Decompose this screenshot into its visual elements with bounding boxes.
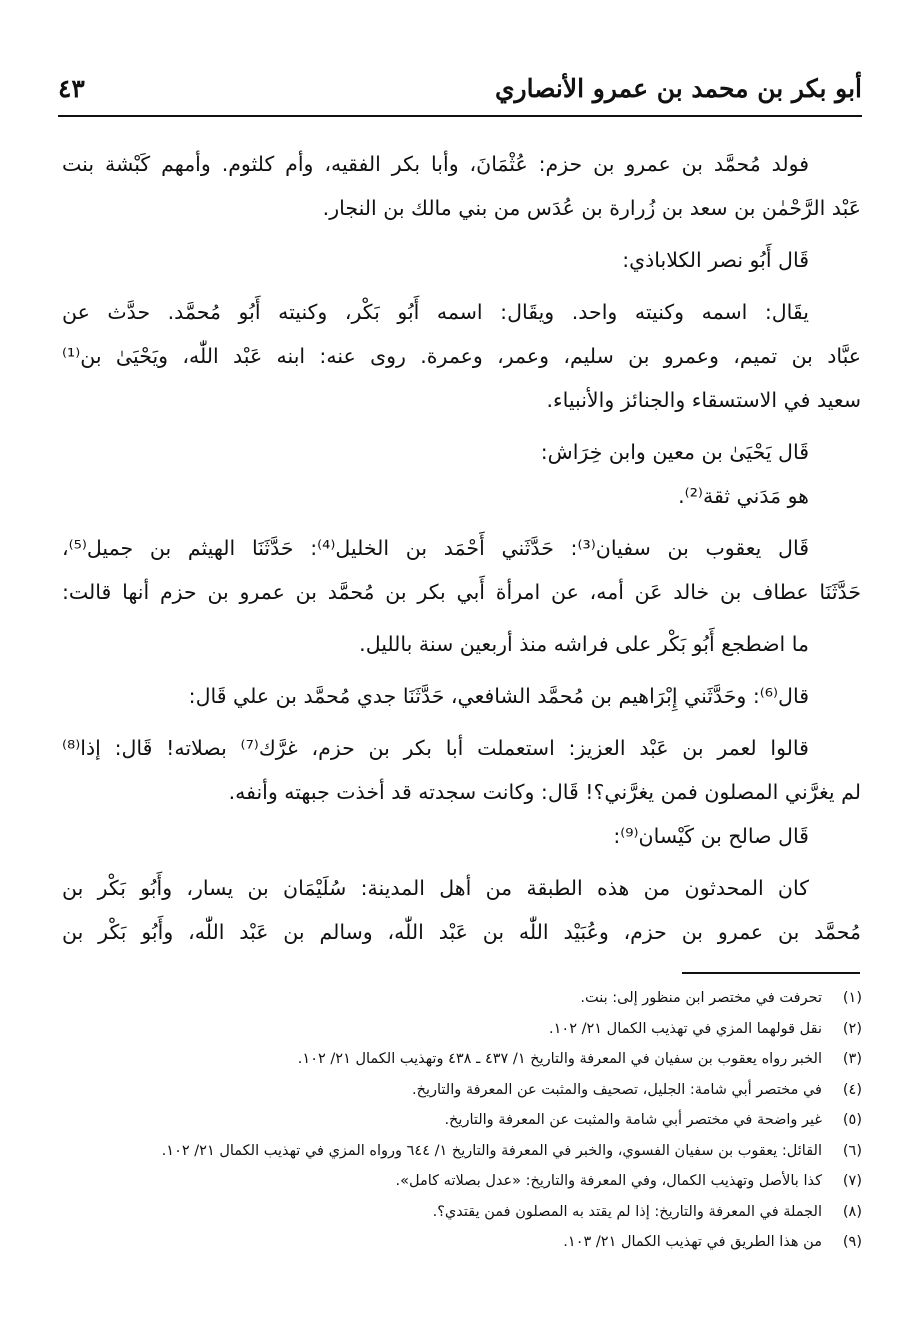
footnote-number: (٤) xyxy=(842,1081,862,1098)
text-line: سعيد في الاستسقاء والجنائز والأنبياء. xyxy=(546,388,861,412)
footnote-number: (٦) xyxy=(842,1142,862,1159)
footnote xyxy=(62,1105,862,1136)
footnote-number: (٩) xyxy=(842,1234,862,1250)
footnote xyxy=(62,983,862,1014)
footnote-number: (٨) xyxy=(842,1203,862,1220)
page-header xyxy=(58,70,862,108)
text-line: قَال أَبُو نصر الكلاباذي: xyxy=(622,248,809,272)
body-text xyxy=(62,142,861,954)
footnote-number: (١) xyxy=(842,990,862,1006)
footnote xyxy=(62,1075,862,1106)
text-line: حَدَّثَنَا عطاف بن خالد عَن أمه، عن امرأة أَبي بكر بن مُحمَّد بن عمرو بن حزم أنها قالت: xyxy=(62,580,861,604)
footnote-number: (٧) xyxy=(842,1173,862,1189)
page-number: ٤٣ xyxy=(58,74,85,103)
text-line: قال⁽⁶⁾: وحَدَّثَني إِبْرَاهيم بن مُحمَّد الشافعي، حَدَّثَنَا جدي مُحمَّد بن علي قَال: xyxy=(188,684,809,708)
footnote xyxy=(62,1014,862,1045)
text-line: قَال صالح بن كَيْسان⁽⁹⁾: xyxy=(613,824,809,848)
text-line: يقَال: اسمه وكنيته واحد. ويقَال: اسمه أَبُو بَكْر، وكنيته أَبُو مُحمَّد. حدَّث عن xyxy=(62,300,809,324)
footnote xyxy=(62,1197,862,1228)
footnote-text: نقل قولهما المزي في تهذيب الكمال ٢١/ ١٠٢. xyxy=(549,1020,822,1037)
footnote-number: (٥) xyxy=(842,1112,862,1128)
text-line: هو مَدَني ثقة⁽²⁾. xyxy=(678,484,809,508)
text-line: عبَّاد بن تميم، وعمرو بن سليم، وعمر، وعمرة. روى عنه: ابنه عَبْد اللّٰه، ويَحْيَىٰ بن⁽¹⁾ xyxy=(62,344,861,368)
text-line: فولد مُحمَّد بن عمرو بن حزم: عُثْمَانَ، وأبا بكر الفقيه، وأم كلثوم. وأمهم كَبْشة بنت xyxy=(62,152,809,176)
text-line: مُحمَّد بن عمرو بن حزم، وعُبَيْد اللّٰه بن عَبْد اللّٰه، وسالم بن عَبْد اللّٰه، وأَبُو بَكْر بن xyxy=(62,920,861,944)
text-line: ما اضطجع أَبُو بَكْر على فراشه منذ أربعين سنة بالليل. xyxy=(359,632,809,656)
footnote-text: من هذا الطريق في تهذيب الكمال ٢١/ ١٠٣. xyxy=(563,1234,822,1250)
footnote-number: (٢) xyxy=(842,1020,862,1037)
running-title: أبو بكر بن محمد بن عمرو الأنصاري xyxy=(494,74,862,103)
text-line: كان المحدثون من هذه الطبقة من أهل المدينة: سُلَيْمَان بن يسار، وأَبُو بَكْر بن xyxy=(62,876,809,900)
footnote-text: في مختصر أبي شامة: الجليل، تصحيف والمثبت عن المعرفة والتاريخ. xyxy=(411,1081,822,1098)
footnote-text: الخبر رواه يعقوب بن سفيان في المعرفة والتاريخ ١/ ٤٣٧ ـ ٤٣٨ وتهذيب الكمال ٢١/ ١٠٢. xyxy=(297,1051,822,1067)
text-line: قالوا لعمر بن عَبْد العزيز: استعملت أبا بكر بن حزم، غرَّك⁽⁷⁾ بصلاته! قَال: إذا⁽⁸⁾ xyxy=(62,736,809,760)
footnote-text: كذا بالأصل وتهذيب الكمال، وفي المعرفة والتاريخ: «عدل بصلاته كامل». xyxy=(395,1173,822,1189)
footnote-text: تحرفت في مختصر ابن منظور إلى: بنت. xyxy=(580,990,822,1006)
footnote-separator xyxy=(682,972,860,974)
footnote xyxy=(62,1044,862,1075)
footnote xyxy=(62,1136,862,1167)
footnote-text: غير واضحة في مختصر أبي شامة والمثبت عن المعرفة والتاريخ. xyxy=(444,1112,822,1128)
text-line: لم يغرَّني المصلون فمن يغرَّني؟! قَال: وكانت سجدته قد أخذت جبهته وأنفه. xyxy=(228,780,861,804)
footnote-text: الجملة في المعرفة والتاريخ: إذا لم يقتد به المصلون فمن يقتدي؟. xyxy=(432,1203,822,1220)
footnote-text: القائل: يعقوب بن سفيان الفسوي، والخبر في المعرفة والتاريخ ١/ ٦٤٤ ورواه المزي في تهذيب الكمال ٢١/ ١٠٢. xyxy=(161,1142,822,1159)
text-line: قَال يعقوب بن سفيان⁽³⁾: حَدَّثَني أَحْمَد بن الخليل⁽⁴⁾: حَدَّثَنَا الهيثم بن جميل⁽⁵⁾، xyxy=(62,536,809,560)
footnotes xyxy=(62,983,862,1258)
header-rule xyxy=(58,115,862,117)
footnote-number: (٣) xyxy=(842,1051,862,1067)
text-line: عَبْد الرَّحْمٰن بن سعد بن زُرارة بن عُدَس من بني مالك بن النجار. xyxy=(322,196,861,220)
text-line: قَال يَحْيَىٰ بن معين وابن خِرَاش: xyxy=(540,440,809,464)
footnote xyxy=(62,1166,862,1197)
footnote xyxy=(62,1227,862,1258)
